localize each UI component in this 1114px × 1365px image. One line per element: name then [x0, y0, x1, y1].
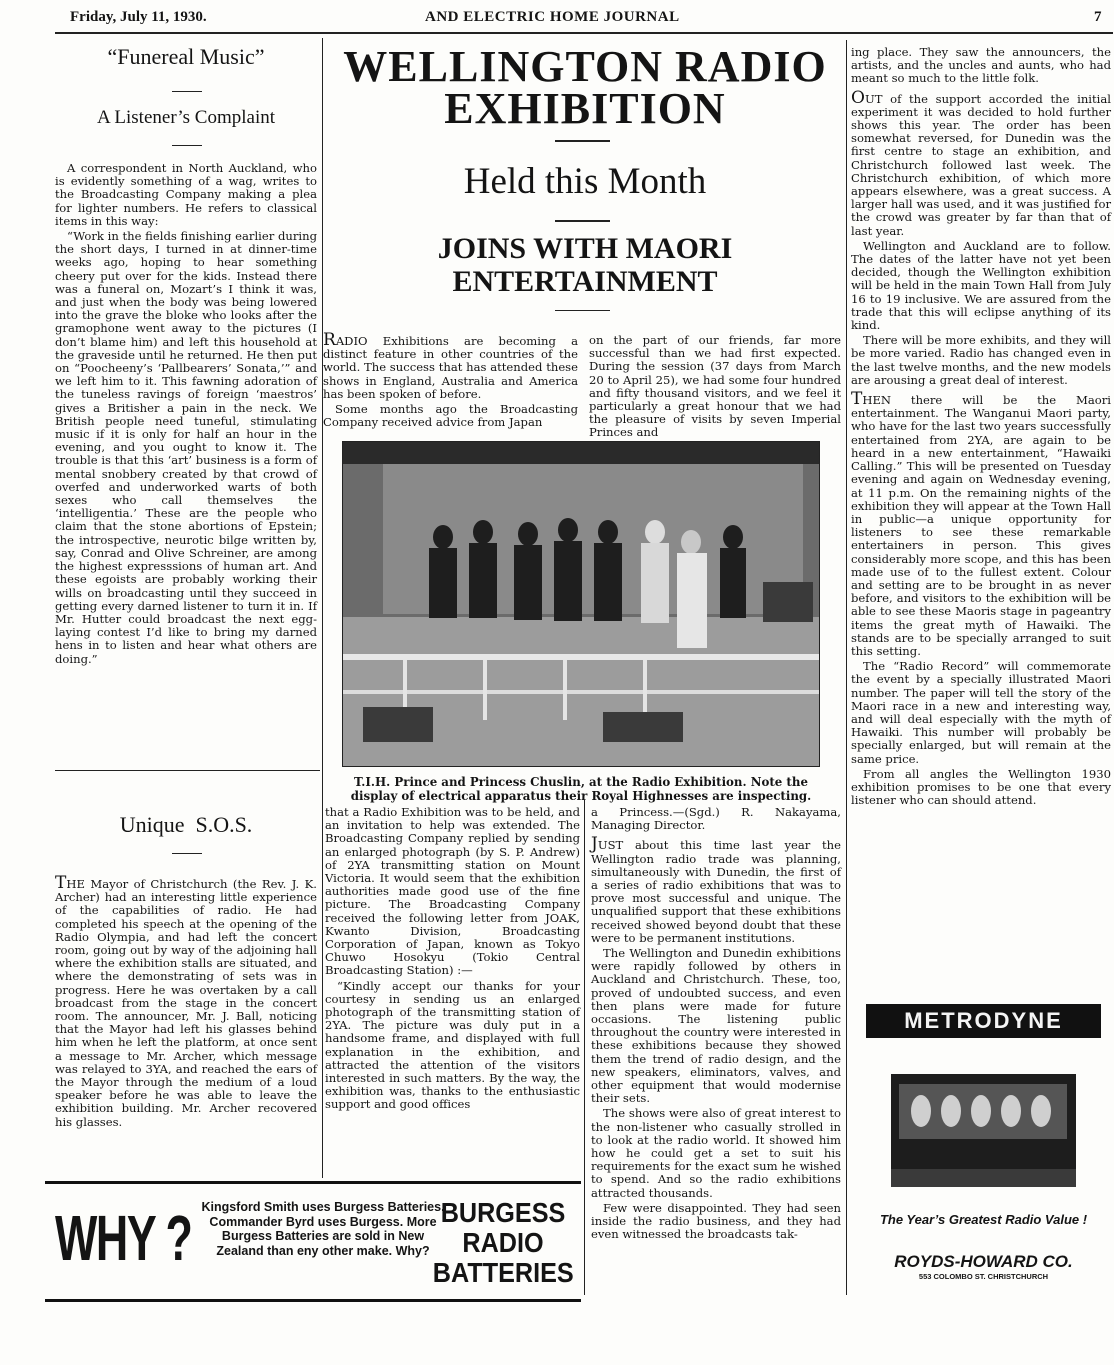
title-rule: [555, 220, 610, 222]
paragraph: Some months ago the Broadcasting Company received advice from Japan: [323, 402, 578, 430]
brand-line: BURGESS: [440, 1197, 566, 1228]
funereal-body: [55, 162, 317, 747]
metrodyne-banner: METRODYNE: [866, 1004, 1101, 1038]
wellington-column-three: [591, 806, 841, 1294]
metrodyne-address: 553 COLOMBO ST. CHRISTCHURCH: [918, 1272, 1049, 1281]
paragraph: There will be more exhibits, and they will be more varied. Radio has changed even in the last twelve months, and the new models are arousing a great deal of interest.: [851, 333, 1111, 387]
page-number: 7: [1094, 9, 1102, 25]
title-rule: [172, 91, 202, 92]
radio-set-illustration: [881, 1054, 1086, 1194]
metrodyne-tagline: The Year’s Greatest Radio Value !: [879, 1212, 1088, 1227]
wellington-title: WELLINGTON RADIO EXHIBITION: [343, 42, 827, 133]
paragraph: ing place. They saw the announcers, the artists, and the uncles and aunts, who had meant so much to the little folk.: [851, 45, 1111, 86]
title-rule: [555, 310, 610, 311]
column-divider: [846, 40, 847, 1295]
paragraph: Few were disappointed. They had seen inside the radio business, and they had even witnessed the broadcasts tak-: [591, 1200, 841, 1242]
header-rule: [55, 32, 1113, 34]
metrodyne-advertisement: [866, 1004, 1101, 1284]
paragraph: “Work in the fields finishing earlier during the short days, I turned in at dinner-time weeks ago, hoping to hear something cheery put over for the kids. Instead there was a funeral on, Mozart’s I think it was, and just when the body was being lowered into the grave the bloke who looks after the gramophone went away to the pictures (I don’t blame him) and left this household at the graveside until he returned. He then put on “Poocheeny’s ‘Pallbearers’ Sonata,’” and we left him to it. This fawning adoration of the tuneless ravings of foreign ‘maestros’ gives a Britisher a pain in the neck. We British people need tuneful, stimulating music if it is only for half an hour in the evening, and you ought to know it. The trouble is that this ‘art’ business is a form of mental snobbery created by that crowd of overfed and underworked warts of both sexes who call themselves the ‘intelligentia.’ These are the people who claim that the stone abortions of Epstein; the introspective, neurotic bilge written by, say, Conrad and Olive Schreiner, are among the highest expresssions of human art. And these egoists are probably working their wills on broadcasting until they succeed in getting every darned listener to turn it in. If Mr. Hutter could broadcast the next egg-laying contest I’d like to bring my darned hens in to listen and hear what others are doing.”: [55, 229, 317, 666]
paragraph: THEN there will be the Maori entertainment. The Wanganui Maori party, who have for the last two years successfully entertained from 2YA, are again to be heard in a new entertainment, “Hawaiki Calling.” This will be presented on Tuesday evening and again on Wednesday evening, at 11 p.m. On the remaining nights of the exhibition they will appear at the Town Hall in public—a unique opportunity for listeners to see these remarkable entertainers in person. This gives considerably more scope, and this has been made use of to the fullest extent. Colour and setting are to be brought in as never before, and visitors to the exhibition will be able to see these Maoris stage in pageantry items the great myth of Hawaiki. The stands are to be specially arranged to suit this setting.: [851, 389, 1111, 658]
title-rule: [555, 140, 610, 142]
title-rule: [172, 853, 202, 854]
paragraph: The shows were also of great interest to the non-listener who casually strolled in to look at the radio world. It showed him how he could get a set to suit his requirements for the exact sum he wished to spend. And so the radio exhibitions attracted thousands.: [591, 1106, 841, 1200]
title-rule: [172, 145, 202, 146]
metrodyne-company: ROYDS-HOWARD CO.: [894, 1252, 1073, 1271]
paragraph: OUT of the support accorded the initial experiment it was decided to hold further shows this year. The order has been somewhat reversed, for Dunedin was the first centre to stage an exhibition, and Christchurch followed last week. The Christchurch exhibition, of which more appears elsewhere, was a great success. A larger hall was used, and it was justified for the crowd was greater by far than that of last year.: [851, 87, 1111, 238]
brand-line: BATTERIES: [432, 1257, 574, 1288]
paragraph: “Kindly accept our thanks for your courtesy in sending us an enlarged photograph of the transmitting station of 2YA. The picture was duly put in a handsome frame, and displayed with full explanation in the exhibition, and attracted the attention of the visitors interested in such matters. By the way, the exhibition was, thanks to the enthusiastic support and good offices: [325, 978, 580, 1112]
funereal-title: “Funereal Music”: [107, 44, 265, 69]
exhibition-photo: [342, 441, 820, 767]
paragraph: Wellington and Auckland are to follow. The dates of the latter have not yet been decided, though the Wellington exhibition will be held in the main Town Hall from July 16 to 19 inclusive. We are assured from the trade that this will eclipse anything of its kind.: [851, 238, 1111, 333]
burgess-brand: [433, 1198, 573, 1288]
burgess-text: Kingsford Smith uses Burgess Batteries. Commander Byrd uses Burgess. More Burgess Batteries are sold in New Zealand than eny other make. Why?: [201, 1200, 445, 1258]
sos-title: Unique S.O.S.: [119, 812, 253, 837]
column-divider: [584, 800, 585, 1295]
paragraph: The “Radio Record” will commemorate the event by a specially illustrated Maori number. The paper will tell the story of the Maori race in a new and interesting way, and will deal especially with the myth of Hawaiki. This number will probably be specially enlarged, but will remain at the same price.: [851, 659, 1111, 766]
journal-name: AND ELECTRIC HOME JOURNAL: [425, 9, 680, 25]
paragraph: a Princess.—(Sgd.) R. Nakayama, Managing Director.: [591, 805, 841, 833]
wellington-mid-column: [325, 806, 580, 1176]
paragraph: A correspondent in North Auckland, who is evidently something of a wag, writes to the Broadcasting Company making a plea for lighter numbers. He refers to classical items in this way:: [55, 161, 317, 228]
brand-line: RADIO: [462, 1227, 544, 1258]
why-headline: WHY ?: [55, 1202, 192, 1274]
wellington-intro-right: on the part of our friends, far more successful than we had first expected. During the session (37 days from March 20 to April 25), we had some four hundred and fifty thousand visitors, and we feel it particularly a great honour that we had the pleasure of visits by seven Imperial Princes and: [589, 333, 841, 440]
section-rule: [55, 770, 320, 771]
photo-illustration: [343, 442, 819, 766]
burgess-advertisement: [45, 1181, 581, 1302]
sos-body: THE Mayor of Christchurch (the Rev. J. K. Archer) had an interesting little experience of the capabilities of radio. He had completed his speech at the opening of the Radio Olympia, and had left the concert room, going out by way of the adjoining hall where the exhibition stalls are situated, and where the demonstrating of sets was in progress. Here he was overtaken by a call broadcast from the stage in the concert room. The announcer, Mr. J. Ball, noticing that the Mayor had left his glasses behind him when he left the platform, at once sent a message to Mr. Archer, which message was relayed to 3YA, and reached the ears of the Mayor through the medium of a loud speaker before he was able to leave the exhibition building. Mr. Archer recovered his glasses.: [55, 873, 317, 1129]
funereal-subtitle: A Listener’s Complaint: [96, 107, 276, 128]
paragraph: From all angles the Wellington 1930 exhibition promises to be one that every listener who can should attend.: [851, 766, 1111, 808]
column-divider: [322, 38, 323, 1178]
paragraph: that a Radio Exhibition was to be held, and an invitation to help was extended. The Broadcasting Company replied by sending an enlarged photograph (by S. P. Andrew) of 2YA transmitting station on Mount Victoria. It would seem that the exhibition authorities made good use of the fine picture. The Broadcasting Company received the following letter from JOAK, Kwanto Division, Broadcasting Corporation of Japan, known as Tokyo Chuwo Hosokyu (Tokio Central Broadcasting Station) :—: [325, 805, 580, 978]
wellington-subtitle: Held this Month: [463, 161, 707, 202]
paragraph: JUST about this time last year the Wellington radio trade was planning, simultaneously with Dunedin, the first of a series of radio exhibitions that was to prove most successful and unique. The unqualified support that these exhibitions received showed beyond doubt that these were to be permanent institutions.: [591, 834, 841, 945]
page-date: Friday, July 11, 1930.: [70, 9, 207, 25]
paragraph: The Wellington and Dunedin exhibitions were rapidly followed by others in Auckland and Christchurch. These, too, proved of undoubted success, and even then plans were made for future occasions. The listening public throughout the country were interested in these exhibitions because they showed them the trend of radio design, and the new speakers, eliminators, valves, and other equipment that would modernise their sets.: [591, 946, 841, 1106]
wellington-subhead: JOINS WITH MAORI ENTERTAINMENT: [437, 232, 733, 298]
photo-caption: T.I.H. Prince and Princess Chuslin, at the Radio Exhibition. Note the display of electrical apparatus their Royal Highnesses are inspecting.: [350, 775, 812, 803]
wellington-column-four: [851, 46, 1111, 996]
wellington-intro-left: [323, 330, 578, 430]
paragraph: RADIO Exhibitions are becoming a distinct feature in other countries of the world. The success that has attended these shows in England, Australia and America has been spoken of before.: [323, 330, 578, 401]
